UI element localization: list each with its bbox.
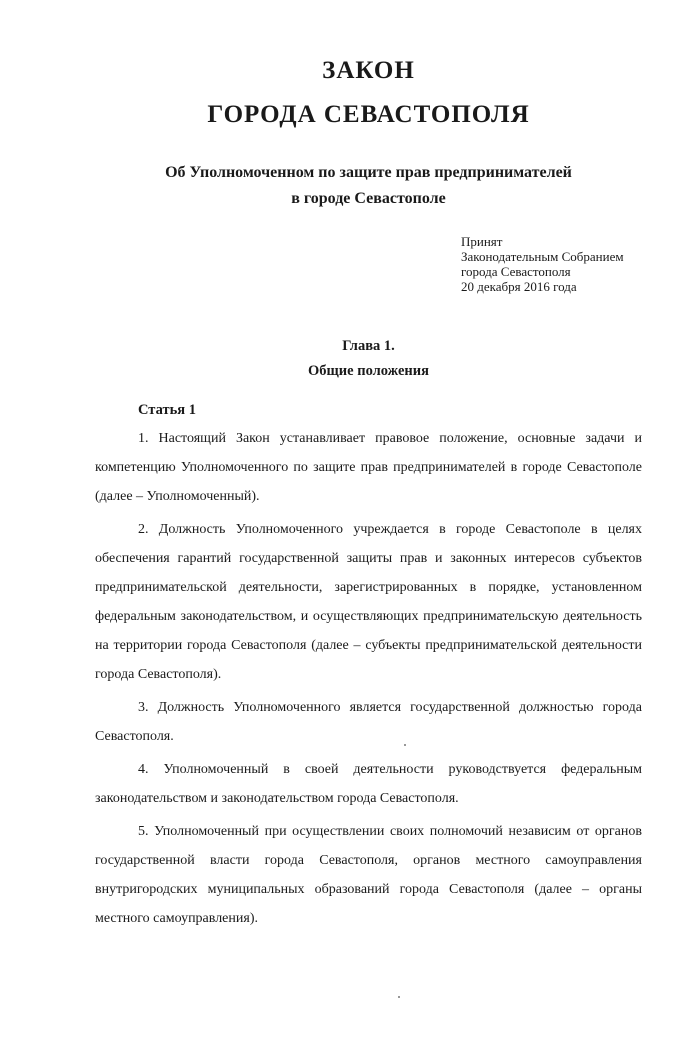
adoption-line-3: города Севастополя — [461, 264, 571, 279]
law-title: ЗАКОН — [322, 57, 415, 84]
document-page — [0, 56, 700, 1046]
article-paragraph-2: 2. Должность Уполномоченного учреждается в городе Севастополе в целях обеспечения гарантий государственной защиты прав и законных интересов субъектов предпринимательской деятельности, зарегистрированных в порядке, установленном федеральным законодательством, и осуществляющих предпринимательскую деятельность на территории города Севастополя (далее – субъекты предпринимательской деятельности города Севастополя). — [95, 522, 642, 682]
law-name — [95, 160, 642, 212]
chapter-heading — [95, 334, 642, 384]
chapter-title: Общие положения — [308, 363, 429, 379]
article-paragraph-1: 1. Настоящий Закон устанавливает правовое положение, основные задачи и компетенцию Уполномоченного по защите прав предпринимателей в городе Севастополе (далее – Уполномоченный). — [95, 431, 642, 504]
adoption-line-1: Принят — [461, 234, 503, 249]
article-title: Статья 1 — [138, 402, 196, 418]
law-subtitle: ГОРОДА СЕВАСТОПОЛЯ — [207, 101, 530, 128]
article-paragraph-5: 5. Уполномоченный при осуществлении своих полномочий независим от органов государственной власти города Севастополя, органов местного самоуправления внутригородских муниципальных образований города Севастополя (далее – органы местного самоуправления). — [95, 824, 642, 926]
adoption-date: 20 декабря 2016 года — [461, 279, 577, 294]
article-paragraph-4: 4. Уполномоченный в своей деятельности руководствуется федеральным законодательством и законодательством города Севастополя. — [95, 762, 642, 806]
adoption-note — [461, 234, 642, 294]
scan-artifact — [404, 744, 406, 746]
law-name-line-1: Об Уполномоченном по защите прав предпринимателей — [165, 164, 572, 181]
article-paragraph-3: 3. Должность Уполномоченного является государственной должностью города Севастополя. — [95, 700, 642, 744]
adoption-line-2: Законодательным Собранием — [461, 249, 624, 264]
scan-artifact — [398, 996, 400, 998]
chapter-number: Глава 1. — [342, 338, 395, 354]
law-name-line-2: в городе Севастополе — [291, 190, 446, 207]
